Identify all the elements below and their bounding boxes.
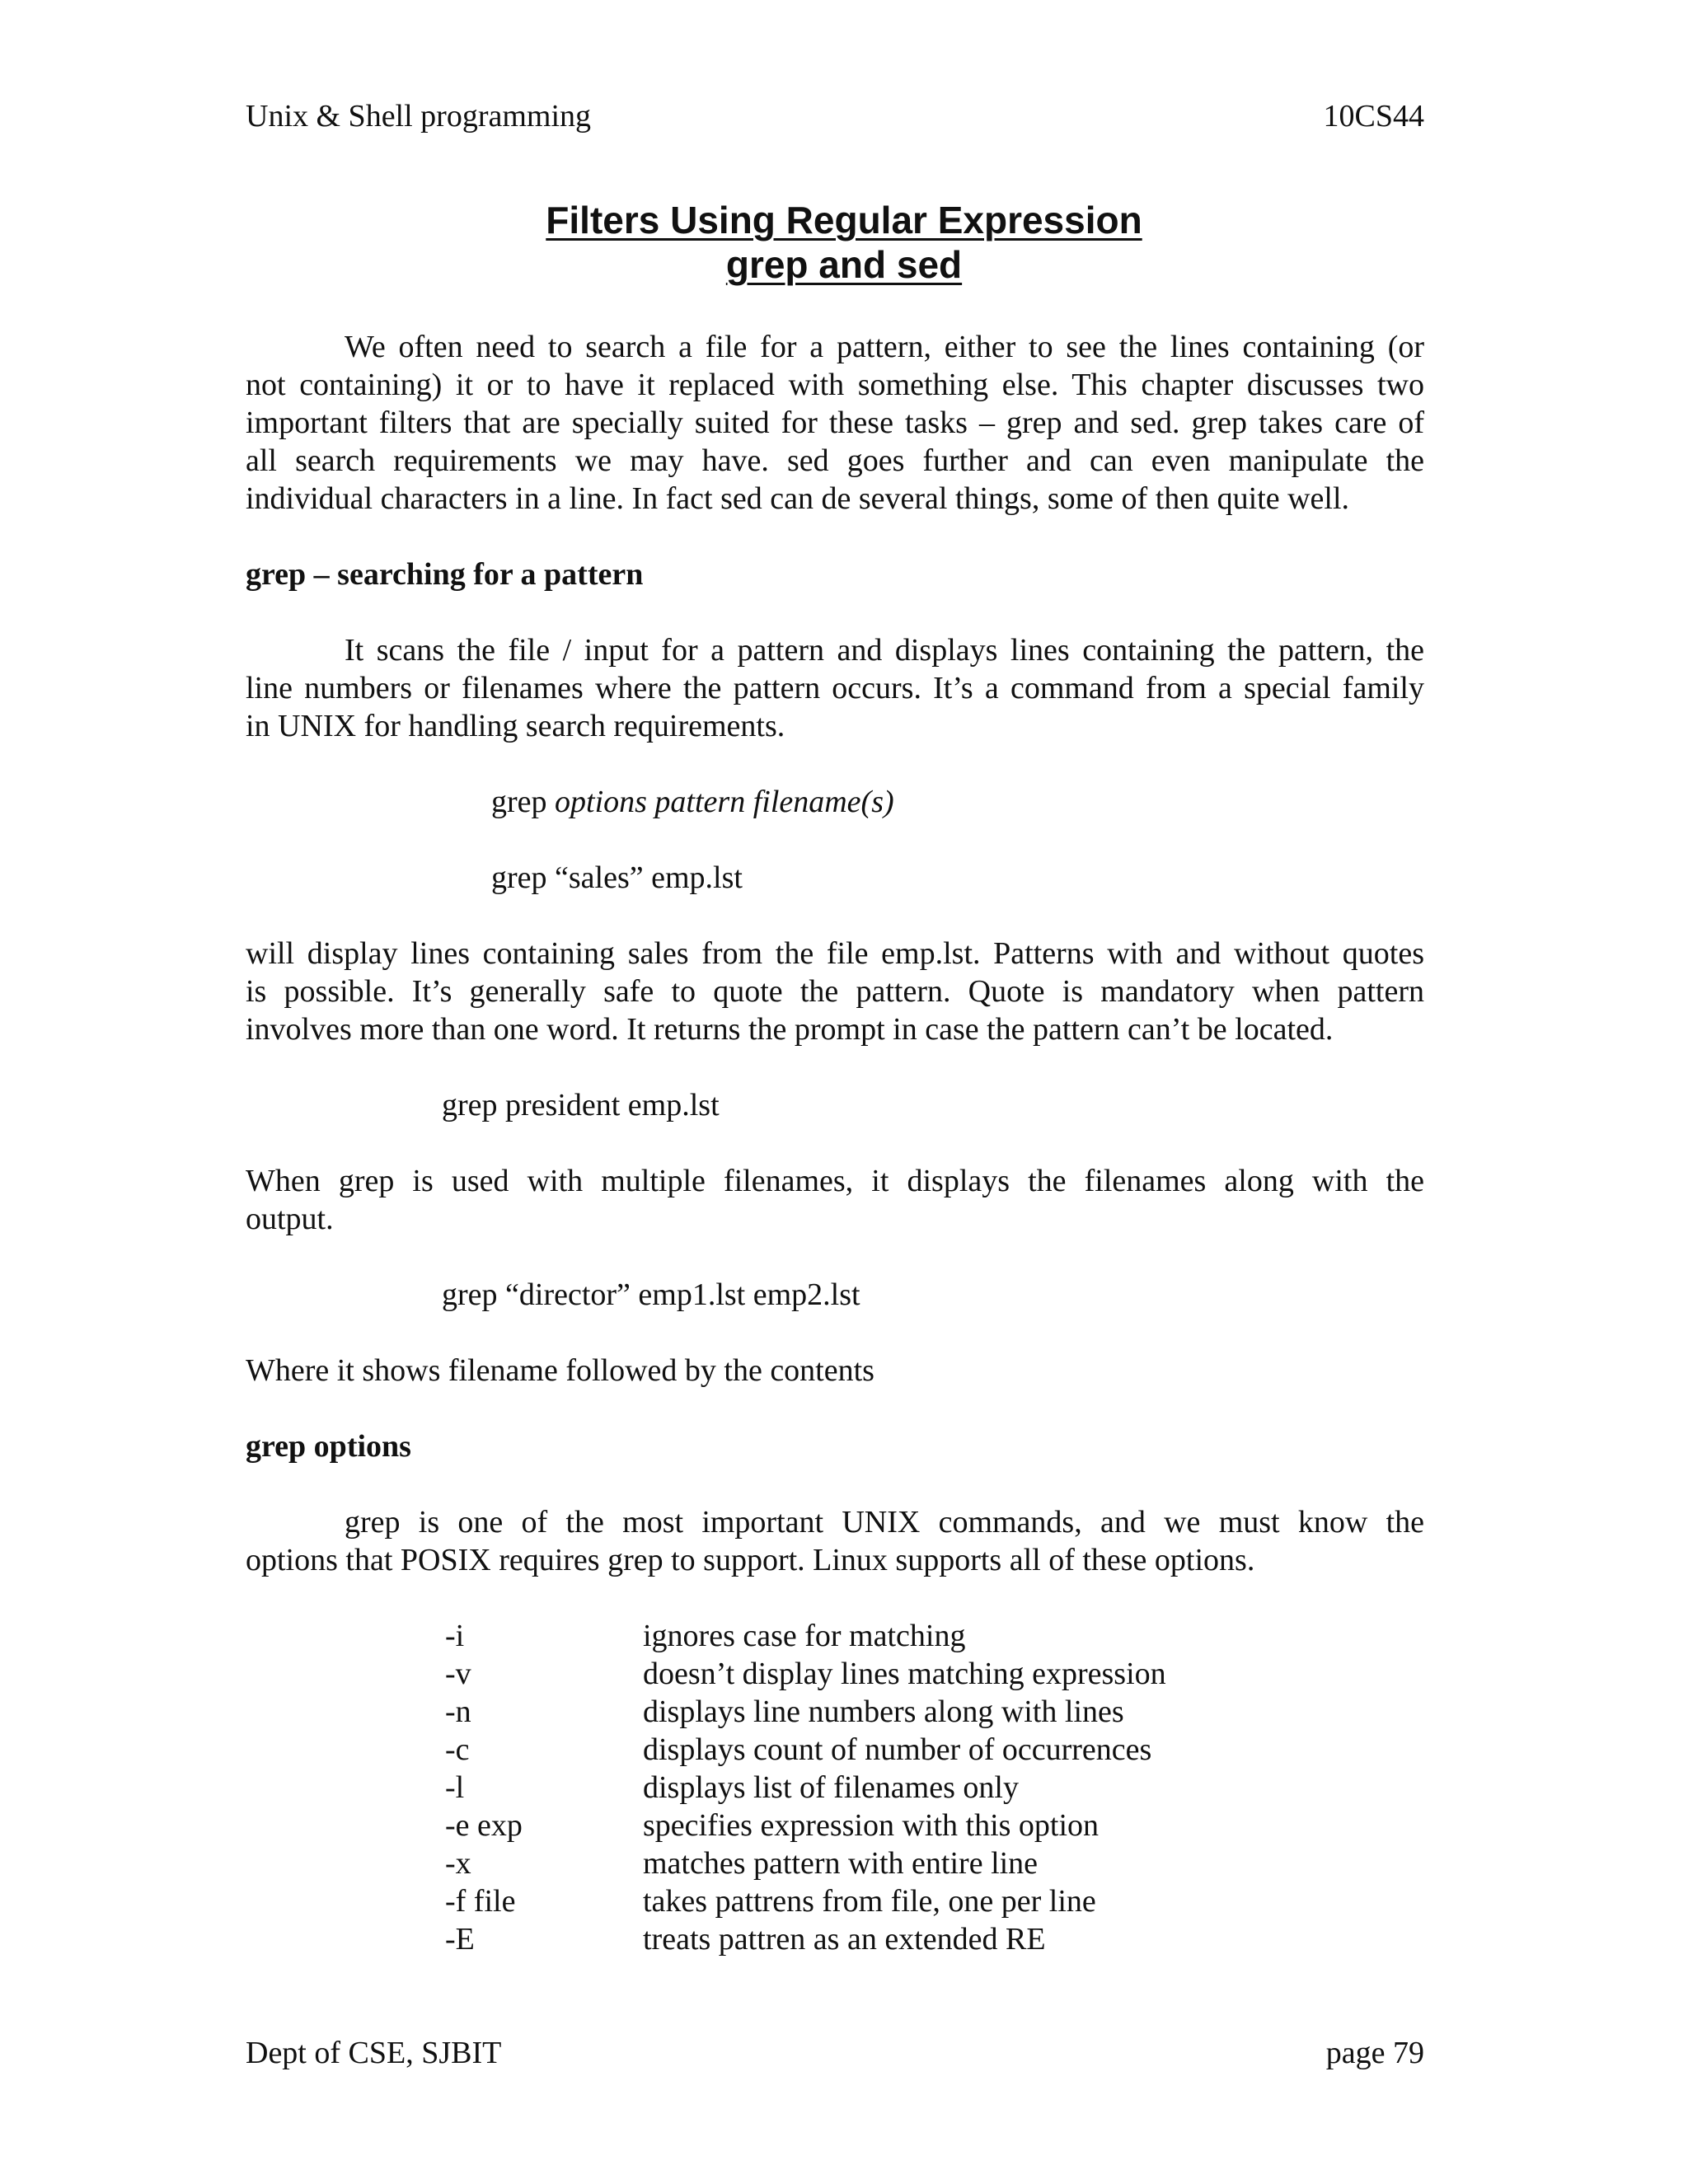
options-intro-paragraph	[246, 1503, 1424, 1579]
intro-paragraph	[246, 328, 1424, 518]
grep-syntax-arguments: options pattern filename(s)	[555, 785, 894, 819]
grep-example-sales: grep “sales” emp.lst	[491, 860, 743, 895]
option-description: matches pattern with entire line	[643, 1846, 1039, 1881]
option-description: treats pattren as an extended RE	[643, 1922, 1046, 1957]
option-description: displays line numbers along with lines	[643, 1694, 1124, 1729]
option-description: ignores case for matching	[643, 1619, 966, 1653]
quotes-line: will display lines containing sales from the file emp.lst. Patterns with and without quotes	[246, 936, 1424, 971]
option-flag: -x	[445, 1846, 471, 1881]
option-flag: -n	[445, 1694, 471, 1729]
grep-syntax	[491, 783, 894, 821]
option-flag: -e exp	[445, 1808, 523, 1843]
section-heading-grep-searching: grep – searching for a pattern	[246, 557, 644, 592]
option-description: specifies expression with this option	[643, 1808, 1100, 1843]
option-flag: -i	[445, 1619, 465, 1653]
grep-description-line: It scans the file / input for a pattern and displays lines containing the pattern, the	[345, 633, 1424, 668]
option-description: displays count of number of occurrences	[643, 1732, 1152, 1767]
quotes-line: involves more than one word. It returns the prompt in case the pattern can’t be located.	[246, 1012, 1334, 1047]
footer-page-number: page 79	[1325, 2036, 1424, 2070]
intro-line: We often need to search a file for a pattern, either to see the lines containing (or	[345, 330, 1424, 364]
header-course-code: 10CS44	[1323, 99, 1424, 134]
option-description: displays list of filenames only	[643, 1770, 1019, 1805]
grep-description-paragraph	[246, 631, 1424, 745]
grep-description-line: in UNIX for handling search requirements.	[246, 709, 785, 743]
filename-contents-text: Where it shows filename followed by the contents	[246, 1353, 874, 1388]
multiple-files-line: When grep is used with multiple filenames, it displays the filenames along with the	[246, 1164, 1424, 1198]
options-intro-line: options that POSIX requires grep to support. Linux supports all of these options.	[246, 1543, 1255, 1577]
grep-description-line: line numbers or filenames where the pattern occurs. It’s a command from a special family	[246, 671, 1424, 705]
intro-line: not containing) it or to have it replaced with something else. This chapter discusses two	[246, 368, 1424, 402]
section-heading-grep-options: grep options	[246, 1429, 411, 1464]
grep-syntax-command: grep	[491, 785, 547, 819]
chapter-subtitle: grep and sed	[725, 243, 963, 286]
option-flag: -c	[445, 1732, 470, 1767]
grep-example-president: grep president emp.lst	[442, 1088, 720, 1122]
option-description: takes pattrens from file, one per line	[643, 1884, 1096, 1919]
option-flag: -l	[445, 1770, 465, 1805]
option-flag: -E	[445, 1922, 475, 1957]
intro-line: important filters that are specially suited for these tasks – grep and sed. grep takes care of	[246, 405, 1424, 440]
chapter-title: Filters Using Regular Expression	[546, 199, 1142, 241]
option-description: doesn’t display lines matching expression	[643, 1657, 1166, 1691]
intro-line: all search requirements we may have. sed goes further and can even manipulate the	[246, 443, 1424, 478]
multiple-files-paragraph	[246, 1162, 1424, 1238]
options-intro-line: grep is one of the most important UNIX commands, and we must know the	[345, 1505, 1424, 1540]
option-flag: -v	[445, 1657, 471, 1691]
grep-example-director: grep “director” emp1.lst emp2.lst	[442, 1277, 860, 1312]
footer-department: Dept of CSE, SJBIT	[246, 2036, 502, 2070]
quotes-line: is possible. It’s generally safe to quote the pattern. Quote is mandatory when pattern	[246, 974, 1424, 1009]
option-flag: -f file	[445, 1884, 516, 1919]
intro-line: individual characters in a line. In fact sed can de several things, some of then quite well.	[246, 481, 1350, 516]
quotes-paragraph	[246, 935, 1424, 1048]
multiple-files-line: output.	[246, 1202, 334, 1236]
header-course-title: Unix & Shell programming	[246, 99, 592, 134]
